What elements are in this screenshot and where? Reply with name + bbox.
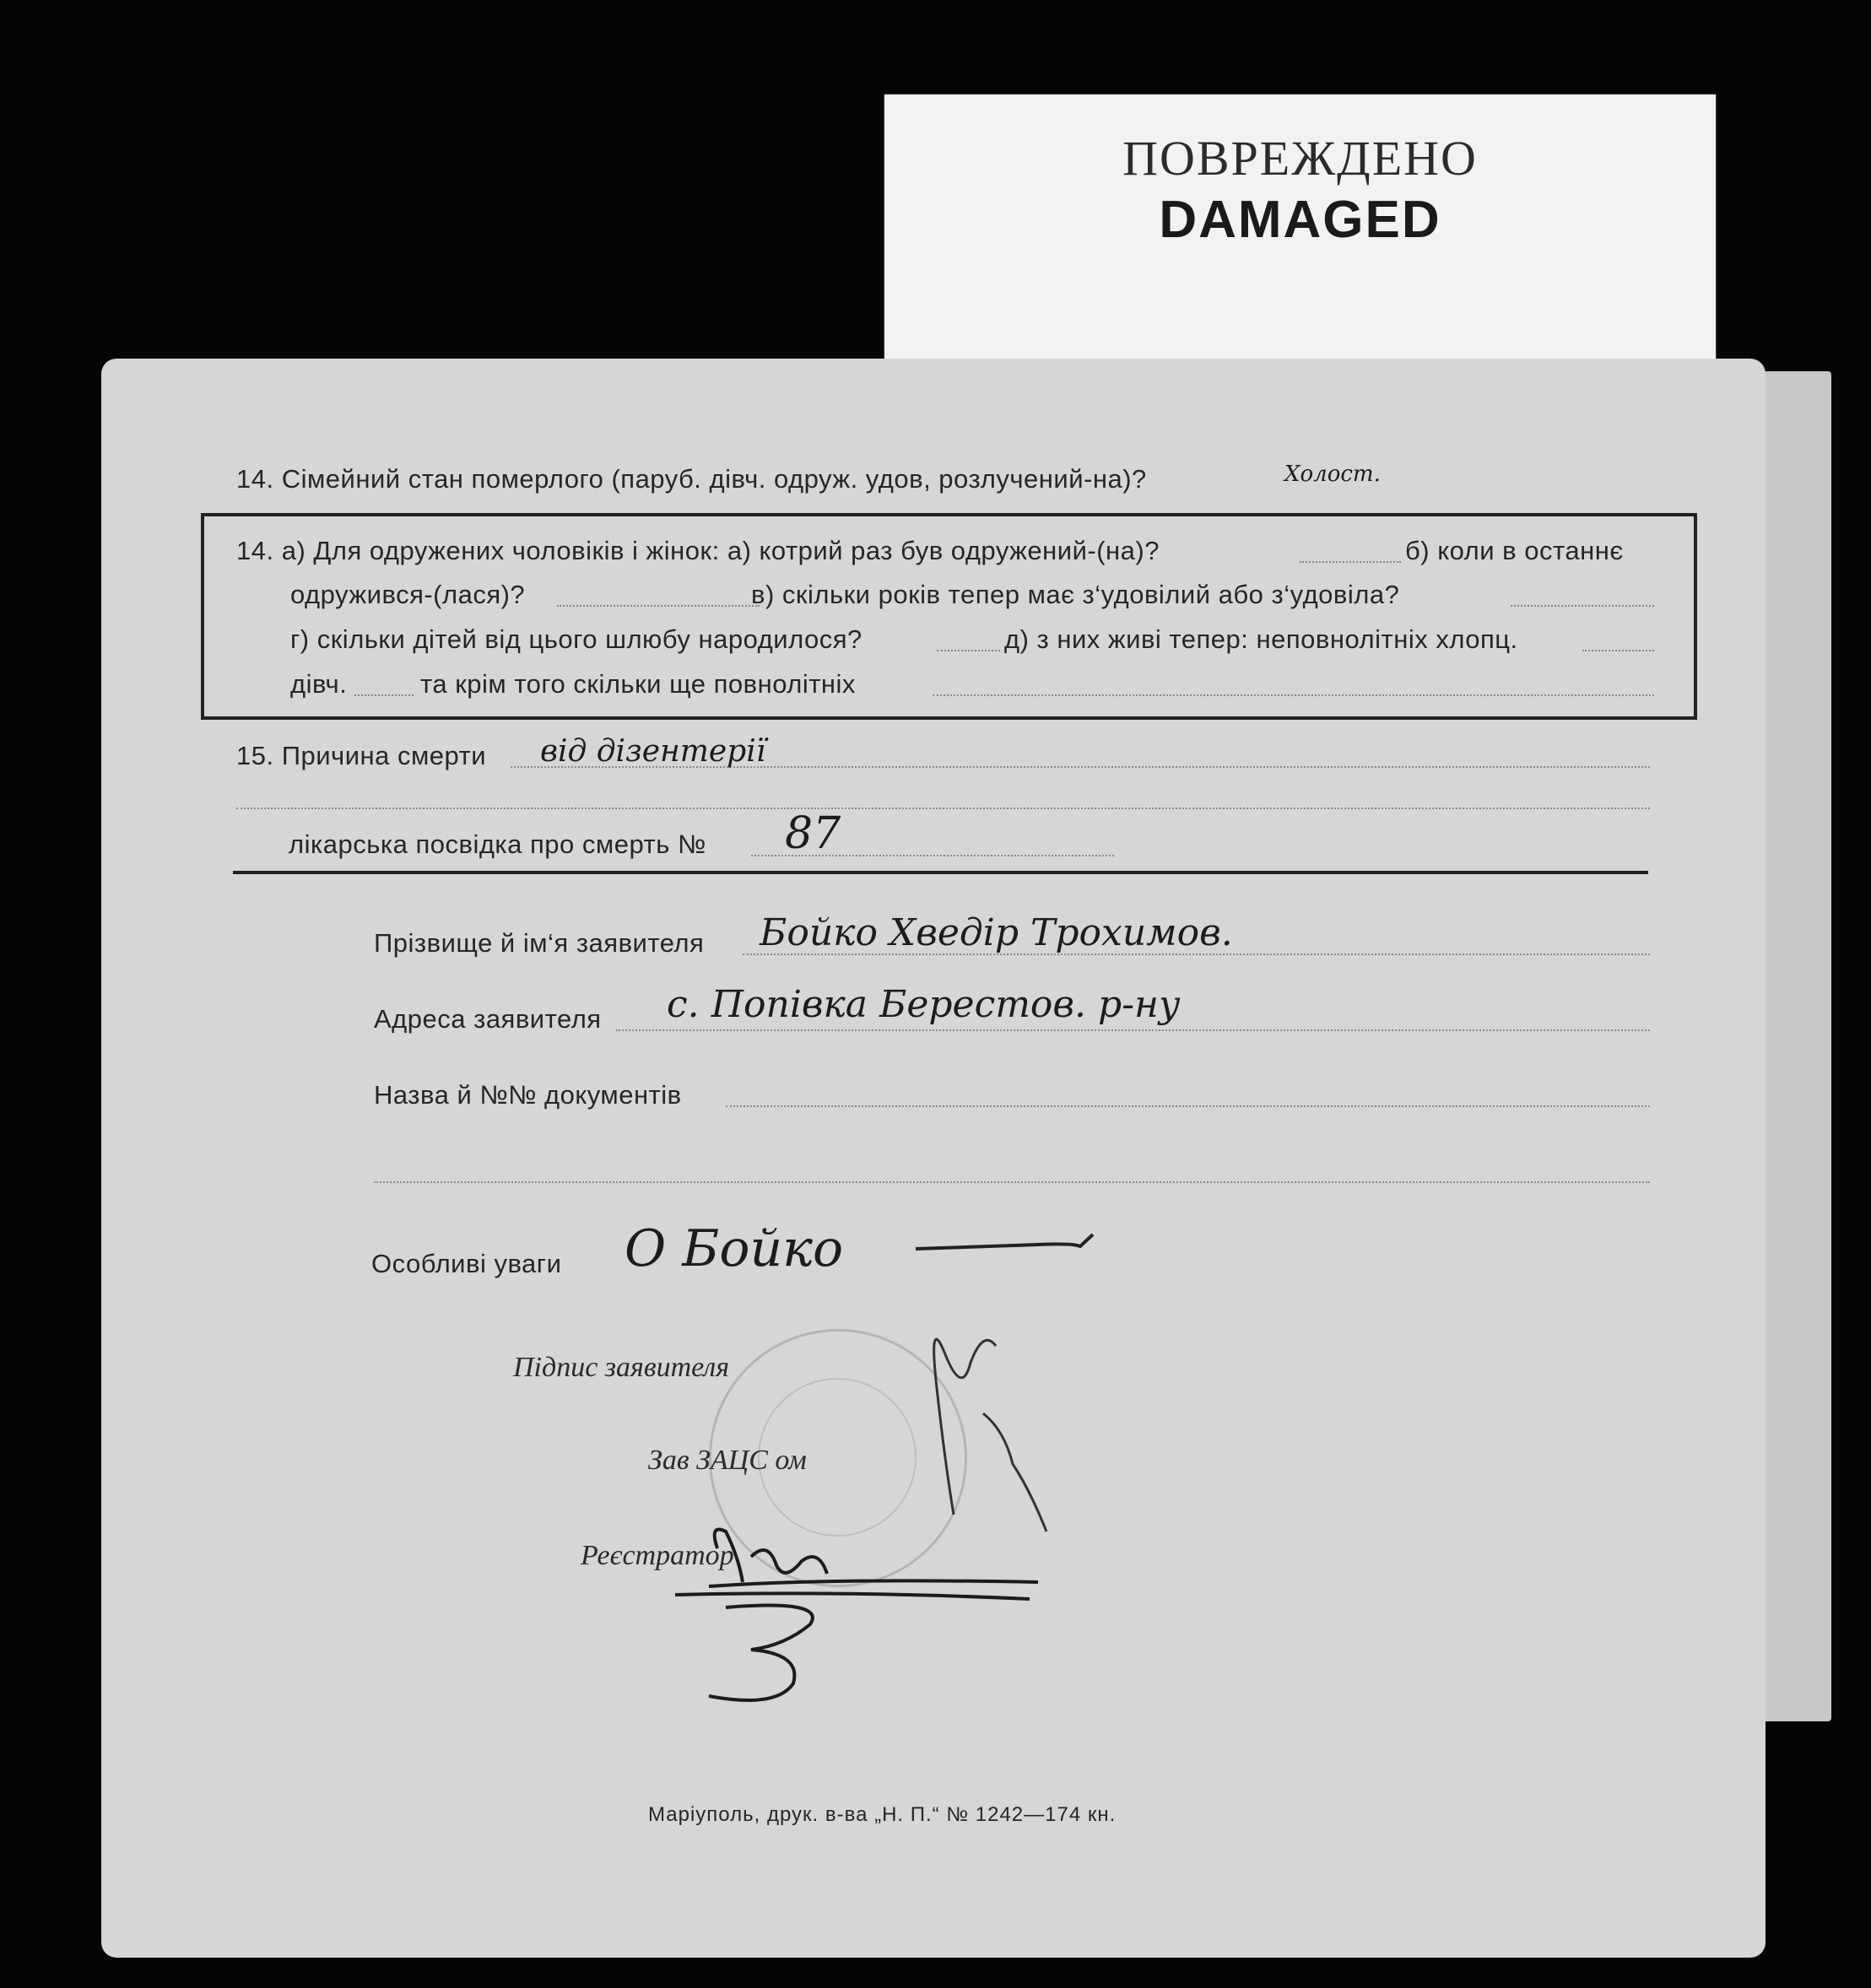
damaged-label-ru: ПОВРЕЖДЕНО [1122, 131, 1478, 186]
registrar-label: Реєстратор [581, 1540, 734, 1571]
question-14a-line4: дівч. [290, 669, 348, 699]
applicant-name: Бойко Хведір Трохимов. [760, 911, 1233, 954]
question-14a-line3-b: д) з них живі тепер: неповнолітніх хлопц. [1004, 624, 1518, 654]
documents-label: Назва й №№ документів [374, 1080, 682, 1110]
remarks-label: Особливі уваги [371, 1249, 562, 1278]
remarks-strike-icon [911, 1228, 1106, 1261]
answer-line [374, 1181, 1650, 1183]
death-certificate-number: 87 [785, 808, 841, 859]
document-page [101, 359, 1766, 1958]
question-14a-line1: 14. а) Для одружених чоловіків і жінок: а) котрий раз був одружений-(на)? [236, 536, 1160, 565]
applicant-signature-icon [667, 1295, 1055, 1548]
answer-line [236, 808, 1650, 809]
damaged-label-en: DAMAGED [1159, 191, 1441, 249]
damaged-label [884, 95, 1716, 366]
question-15: 15. Причина смерти [236, 741, 487, 770]
question-15-answer: від дізентерії [540, 734, 766, 769]
zags-head-label: Зав ЗАЦС ом [648, 1445, 807, 1476]
question-14a-line2: одружився-(лася)? [290, 580, 526, 609]
registrar-signature-icon [658, 1515, 1097, 1734]
question-14: 14. Сімейний стан померлого (паруб. дівч. одруж. удов, розлучений-на)? [236, 464, 1147, 494]
death-certificate-label: лікарська посвідка про смерть № [289, 829, 706, 859]
printer-imprint: Маріуполь, друк. в-ва „Н. П.“ № 1242—174 кн. [648, 1803, 1117, 1826]
answer-line [1300, 561, 1401, 563]
question-14a-line1-b: б) коли в останнє [1405, 536, 1624, 565]
answer-line [557, 605, 760, 607]
section-rule [233, 871, 1648, 874]
answer-line [616, 1029, 1650, 1031]
applicant-signature-label: Підпис заявителя [513, 1352, 730, 1383]
answer-line [1511, 605, 1654, 607]
applicant-name-label: Прізвище й ім‘я заявителя [374, 928, 705, 958]
answer-line [726, 1105, 1650, 1107]
answer-line [937, 650, 1000, 651]
answer-line [354, 694, 414, 696]
applicant-address: с. Попівка Берестов. р-ну [667, 983, 1181, 1026]
remarks-answer: О Бойко [625, 1219, 844, 1278]
question-14a-line3: г) скільки дітей від цього шлюбу народилося? [290, 624, 862, 654]
question-14-answer: Холост. [1284, 462, 1381, 487]
question-14a-line2-b: в) скільки років тепер має з‘удовілий або з‘удовіла? [751, 580, 1400, 609]
applicant-address-label: Адреса заявителя [374, 1004, 602, 1034]
question-14a-line4-b: та крім того скільки ще повнолітніх [420, 669, 856, 699]
answer-line [1582, 650, 1654, 651]
answer-line [933, 694, 1654, 696]
